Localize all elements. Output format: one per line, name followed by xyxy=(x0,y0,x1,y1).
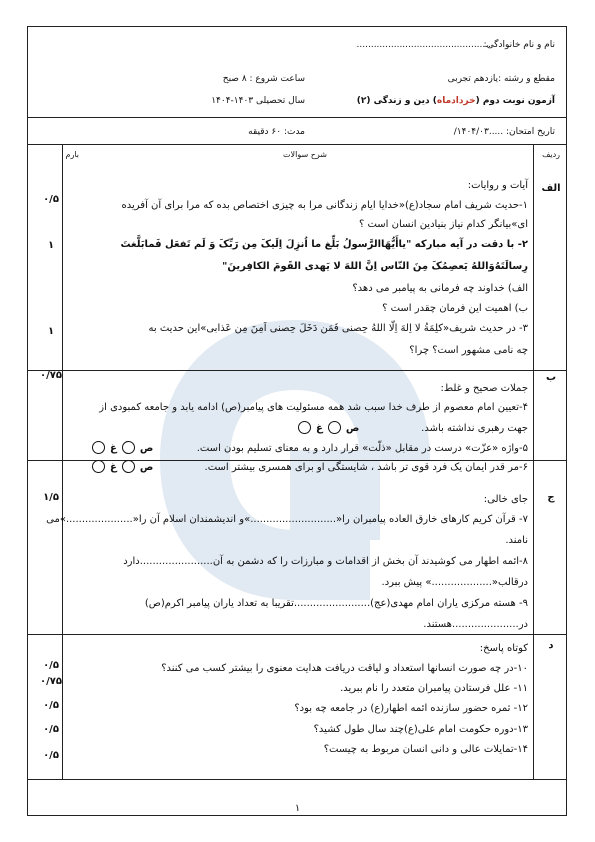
q4-line1: ۴-تعیین امام معصوم از طرف خدا سبب شد همه مسئولیت های پیامبر(ص) ادامه یابد و جامعه کمبودی از xyxy=(99,402,528,413)
q8-line1: ۸-ائمه اطهار می کوشیدند آن بخش از اقدامات و مبارزات را که دشمن به آن.......................دارد xyxy=(123,556,528,567)
q4-true-label: ص xyxy=(345,422,360,434)
name-field[interactable]: ............................................... xyxy=(356,40,491,50)
score-q12: ۰/۵ xyxy=(43,700,59,711)
section-divider-1 xyxy=(28,370,566,371)
q2-line1: ۲- با دقت در آیه مبارکه "یاأَيُّهَاالرَّسولُ بَلِّغ ما اُنزِلَ اِلَیکَ مِن رَبِّکَ وَ لَم تَفعَل فَمابَلَّغتَ xyxy=(120,239,528,250)
q4-line2: جهت رهبری نداشته باشد. xyxy=(421,423,528,434)
q5-false-radio[interactable] xyxy=(92,441,105,454)
section-c-title: جای خالی: xyxy=(483,494,528,505)
score-q11: ۰/۷۵ xyxy=(40,676,62,687)
grade-label: مقطع و رشته :یازدهم تجربی xyxy=(447,74,555,84)
q5-options xyxy=(90,441,156,454)
section-divider-3 xyxy=(28,634,566,635)
section-a-title: آیات و روایات: xyxy=(467,180,528,191)
q2-line2: رِسالَتَهُ‌وَاللهُ یَعصِمُکَ مِنَ النّاس اِنَّ اللهَ لا یَهدی القَومَ الکافِرینَ" xyxy=(222,261,528,272)
score-q14: ۰/۵ xyxy=(43,750,59,761)
score-q1: ۰/۵ xyxy=(43,194,59,205)
score-q3: ۱ xyxy=(47,326,55,337)
q7-line1: ۷- قرآن کریم کارهای خارق العاده پیامبران را«...........................»و اندیشمندان اسلام آن را«.....................»می xyxy=(46,514,528,525)
row-column-line xyxy=(533,144,534,779)
score-q10: ۰/۵ xyxy=(43,660,59,671)
school-year: سال تحصیلی ۱۴۰۳-۱۴۰۴ xyxy=(211,96,305,106)
q1-line2: ای»بیانگر کدام نیاز بنیادین انسان است ؟ xyxy=(359,219,528,230)
section-d-title: کوتاه پاسخ: xyxy=(479,643,528,654)
q5-true-radio[interactable] xyxy=(122,441,135,454)
score-section-c: ۱/۵ xyxy=(43,492,59,503)
q1-line1: ۱-حدیث شریف امام سجاد(ع)«خدایا ایام زندگانی مرا به چیزی اختصاص بده که مرا برای آن آفریده xyxy=(121,200,528,211)
q4-false-radio[interactable] xyxy=(298,421,311,434)
q6-false-radio[interactable] xyxy=(92,460,105,473)
score-header: بارم xyxy=(65,150,79,159)
score-q13: ۰/۵ xyxy=(43,724,59,735)
q2-part-b: ب) اهمیت این فرمان چقدر است ؟ xyxy=(382,303,528,314)
exam-date: تاریخ امتحان: .....۱۴۰۴/۰۳/ xyxy=(453,127,555,137)
q8-line2: درقالب«...................» پیش ببرد. xyxy=(381,577,528,588)
score-q2: ۱ xyxy=(47,240,55,251)
exam-title-part-b: ) دین و زندگی (۲) xyxy=(356,96,437,106)
q6-true-radio[interactable] xyxy=(122,460,135,473)
exam-title-month: خردادماه xyxy=(436,96,476,106)
q12-line: ۱۲- ثمره حضور سازنده ائمه اطهار(ع) در جامعه چه بود؟ xyxy=(294,703,528,714)
q9-line1: ۹- هسته مرکزی یاران امام مهدی(عج)........................تقریبا به تعداد یاران پیامبر اکرم(ص) xyxy=(144,598,528,609)
q2-part-a: الف) خداوند چه فرمانی به پیامبر می دهد؟ xyxy=(352,283,528,294)
exam-duration: مدت: ۶۰ دقیقه xyxy=(248,127,305,137)
q13-line: ۱۳-دوره حکومت امام علی(ع)چند سال طول کشید؟ xyxy=(313,724,528,735)
section-divider-4 xyxy=(28,779,566,780)
q6-true-label: ص xyxy=(139,461,154,473)
q10-line: ۱۰-در چه صورت انسانها استعداد و لیاقت دریافت هدایت معنوی را بیشتر کسب می کنند؟ xyxy=(161,663,528,674)
q14-line: ۱۴-تمایلات عالی و دانی انسان مربوط به چیست؟ xyxy=(323,744,528,755)
page-number: ۱ xyxy=(294,803,301,814)
q5-true-label: ص xyxy=(139,442,154,454)
q4-false-label: غ xyxy=(316,422,323,434)
q3-line1: ۳- در حدیث شریف«کلِمَةُ لا اِلهَ اِلّا اللهُ حِصنی فَمَن دَخَلَ حِصنی اَمِنَ مِن عَذابی»این حدیث به xyxy=(148,323,528,334)
q6-false-label: غ xyxy=(110,461,117,473)
q6-line: ۶-مر قدر ایمان یک فرد قوی تر باشد ، شایستگی او برای همسری بیشتر است. xyxy=(204,462,528,473)
section-b-title: جملات صحیح و غلط: xyxy=(440,383,528,394)
q4-true-radio[interactable] xyxy=(328,421,341,434)
q7-line2: نامند. xyxy=(505,535,528,546)
q9-line2: در.....................هستند. xyxy=(423,619,528,630)
q4-options xyxy=(296,421,362,434)
q5-line: ۵-واژه «عزّت» درست در مقابل «ذلّت» قرار دارد و به معنای تسلیم بودن است. xyxy=(196,443,528,454)
exam-title xyxy=(357,96,555,106)
q3-line2: چه نامی مشهور است؟ چرا؟ xyxy=(409,345,528,356)
q6-options xyxy=(90,460,156,473)
section-letter-d: د xyxy=(548,640,554,651)
score-section-b: ۰/۷۵ xyxy=(40,370,62,381)
start-time: ساعت شروع : ۸ صبح xyxy=(222,74,305,84)
q11-line: ۱۱- علل فرستادن پیامبران متعدد را نام ببرید. xyxy=(340,683,528,694)
exam-title-part-a: آزمون نوبت دوم ( xyxy=(475,96,555,106)
row-header: ردیف xyxy=(542,150,560,159)
name-label: نام و نام خانوادگی: xyxy=(483,40,555,50)
section-letter-c: ج xyxy=(547,492,555,503)
section-letter-a: الف xyxy=(541,183,561,194)
table-header-divider xyxy=(28,144,566,145)
description-header: شرح سوالات xyxy=(283,150,327,159)
header-divider xyxy=(28,117,566,118)
q5-false-label: غ xyxy=(110,442,117,454)
section-letter-b: ب xyxy=(545,372,557,383)
